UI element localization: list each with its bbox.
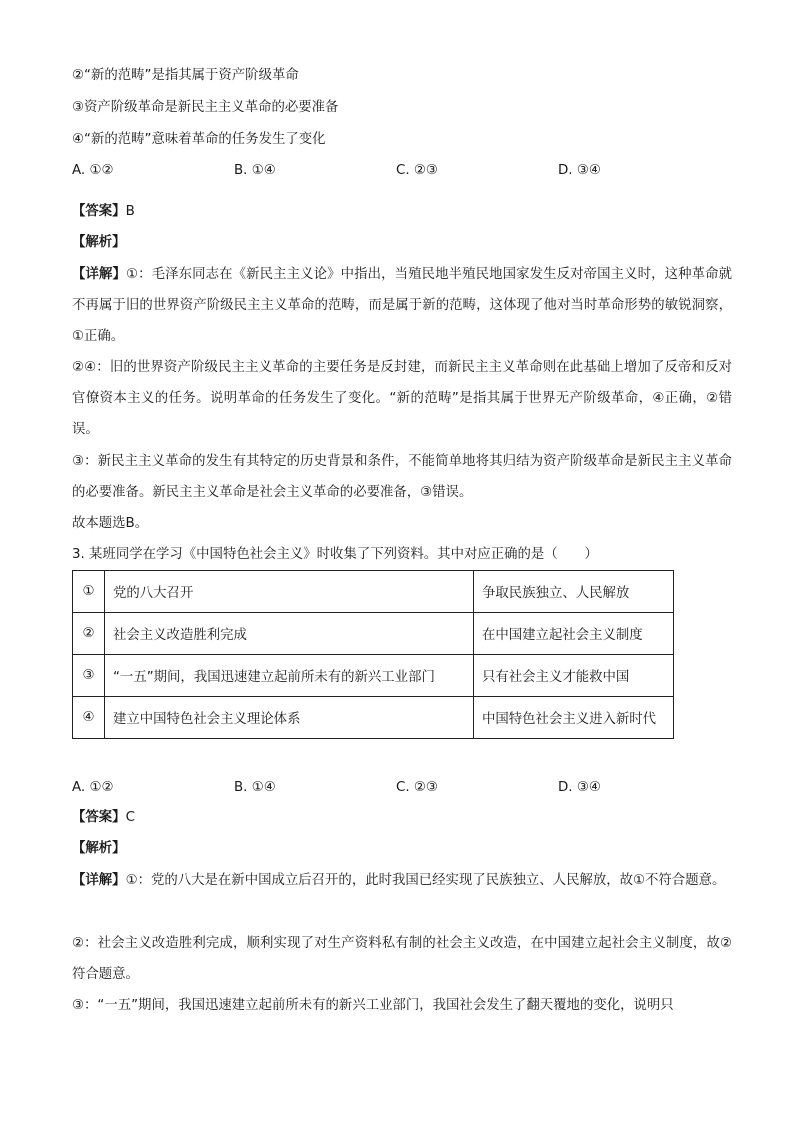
detail-text-1: ①：毛泽东同志在《新民主主义论》中指出，当殖民地半殖民地国家发生反对帝国主义时，这种革命就不再属于旧的世界资产阶级民主主义革命的范畴，而是属于新的范畴，这体现了他对当时革命形势的敏锐洞察，①正确。 (72, 267, 732, 344)
detail-tag: 【详解】 (72, 267, 126, 282)
table-row (73, 613, 674, 655)
q3-answer-tag: 【答案】 (72, 810, 126, 825)
q3-option-d: D. ③④ (558, 780, 601, 795)
option-d: D. ③④ (558, 163, 601, 178)
detail-paragraph-3: ③：新民主主义革命的发生有其特定的历史背景和条件，不能简单地将其归结为资产阶级革命是新民主主义革命的必要准备。新民主主义革命是社会主义革命的必要准备，③错误。 (72, 454, 732, 500)
detail-paragraph-1 (72, 259, 732, 352)
answer-line (72, 202, 135, 222)
q3-analysis-tag: 【解析】 (72, 841, 126, 856)
analysis-tag: 【解析】 (72, 235, 126, 250)
option-b: B. ①④ (234, 163, 276, 178)
q3-detail-text-1: ①：党的八大是在新中国成立后召开的，此时我国已经实现了民族独立、人民解放，故①不符合题意。 (125, 873, 726, 888)
row-number: ① (73, 571, 105, 613)
row-right-cell: 中国特色社会主义进入新时代 (474, 697, 674, 739)
q3-detail-tag: 【详解】 (72, 873, 126, 888)
row-left-cell: “一五”期间，我国迅速建立起前所未有的新兴工业部门 (105, 655, 474, 697)
q3-detail-paragraph-1 (72, 865, 732, 896)
table-row (73, 697, 674, 739)
answer-tag: 【答案】 (72, 204, 126, 219)
q3-detail-paragraph-3: ③：“一五”期间，我国迅速建立起前所未有的新兴工业部门，我国社会发生了翻天覆地的变化，说明只 (72, 998, 674, 1013)
question-3-stem: 3. 某班同学在学习《中国特色社会主义》时收集了下列资料。其中对应正确的是（ ） (72, 547, 598, 562)
option-c: C. ②③ (396, 163, 438, 178)
statement-4: ④“新的范畴”意味着革命的任务发生了变化 (72, 132, 326, 147)
row-right-cell: 争取民族独立、人民解放 (474, 571, 674, 613)
statement-3: ③资产阶级革命是新民主主义革命的必要准备 (72, 100, 339, 115)
analysis-heading (72, 233, 126, 253)
row-number: ③ (73, 655, 105, 697)
q3-answer-line (72, 808, 135, 828)
detail-paragraph-2: ②④：旧的世界资产阶级民主主义革命的主要任务是反封建，而新民主主义革命则在此基础上增加了反帝和反对官僚资本主义的任务。说明革命的任务发生了变化。“新的范畴”是指其属于世界无产阶级革命，④正确，②错误。 (72, 360, 732, 437)
conclusion: 故本题选B。 (72, 516, 149, 531)
answer-value: B (125, 204, 135, 219)
q3-option-b: B. ①④ (234, 780, 276, 795)
q3-answer-value: C (125, 810, 135, 825)
q3-option-a: A. ①② (72, 780, 114, 795)
row-left-cell: 社会主义改造胜利完成 (105, 613, 474, 655)
table-row (73, 655, 674, 697)
row-left-cell: 党的八大召开 (105, 571, 474, 613)
option-a: A. ①② (72, 163, 114, 178)
row-number: ④ (73, 697, 105, 739)
q3-analysis-heading (72, 839, 126, 859)
table-row (73, 571, 674, 613)
row-left-cell: 建立中国特色社会主义理论体系 (105, 697, 474, 739)
row-right-cell: 只有社会主义才能救中国 (474, 655, 674, 697)
q3-option-c: C. ②③ (396, 780, 438, 795)
row-right-cell: 在中国建立起社会主义制度 (474, 613, 674, 655)
statement-2: ②“新的范畴”是指其属于资产阶级革命 (72, 68, 299, 83)
q3-detail-paragraph-2: ②：社会主义改造胜利完成，顺利实现了对生产资料私有制的社会主义改造，在中国建立起社会主义制度，故②符合题意。 (72, 936, 732, 982)
row-number: ② (73, 613, 105, 655)
question-3-table (72, 570, 674, 739)
